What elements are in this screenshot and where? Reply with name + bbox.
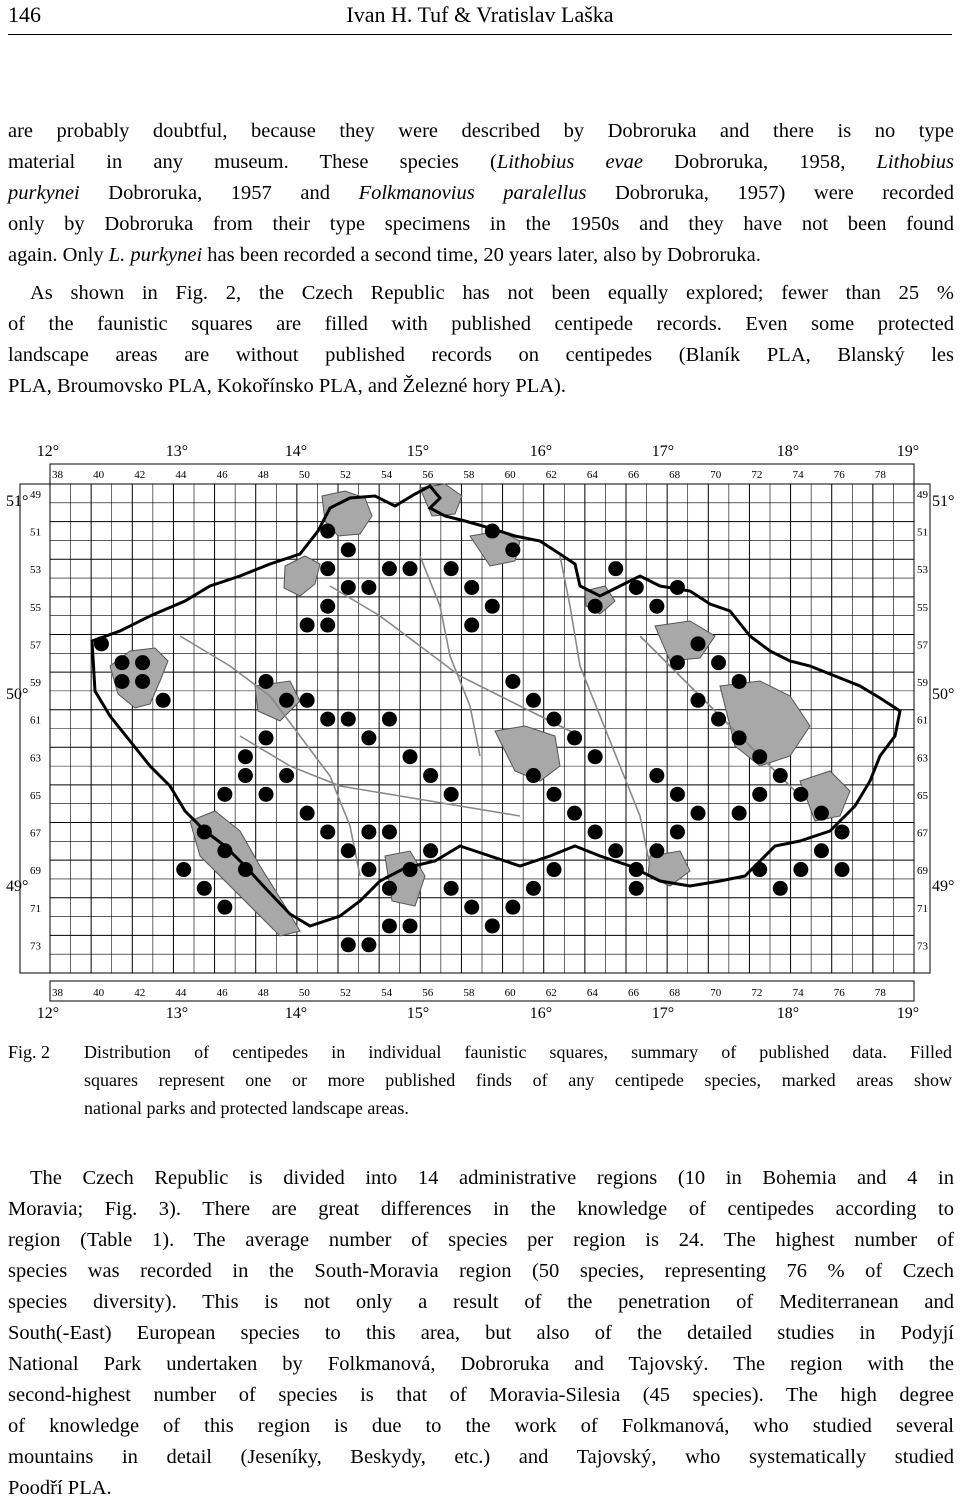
record-dot [403,749,418,764]
caption-line: national parks and protected landscape areas. [84,1098,409,1118]
record-dot [238,749,253,764]
row-label-right: 61 [917,714,928,727]
record-dot [835,824,850,839]
column-label-top: 74 [792,469,804,481]
row-label-left: 55 [30,601,41,614]
record-dot [670,655,685,670]
column-label-top: 62 [545,469,557,481]
record-dot [320,618,335,633]
column-label-top: 76 [833,469,845,481]
record-dot [279,768,294,783]
record-dot [629,881,644,896]
row-label-left: 73 [30,940,41,953]
record-dot [341,712,356,727]
latitude-label-left: 49° [6,878,29,895]
record-dot [649,599,664,614]
record-dot [485,918,500,933]
row-label-right: 73 [917,940,928,953]
record-dot [300,806,315,821]
record-dot [341,580,356,595]
paragraph-2-line: PLA, Broumovsko PLA, Kokořínsko PLA, and Železné hory PLA). [8,375,567,397]
paragraph-3-line: South(-East) European species to this area, but also of the detailed studies in Podyjí [8,1322,954,1344]
paragraph-1-line: material in any museum. These species (Lithobius evae Dobroruka, 1958, Lithobius [8,151,954,173]
record-dot [526,768,541,783]
record-dot [197,824,212,839]
record-dot [547,712,562,727]
record-dot [361,824,376,839]
record-dot [382,712,397,727]
record-dot [464,900,479,915]
paragraph-3-line: second-highest number of species is that of Moravia-Silesia (45 species). The high degree [8,1384,954,1406]
record-dot [197,881,212,896]
column-label-bottom: 56 [422,987,434,999]
record-dot [176,862,191,877]
column-label-top: 78 [874,469,886,481]
running-title: Ivan H. Tuf & Vratislav Laška [346,2,614,27]
record-dot [279,693,294,708]
record-dot [135,655,150,670]
record-dot [115,655,130,670]
record-dot [711,655,726,670]
record-dot [732,674,747,689]
record-dot [156,693,171,708]
paragraph-3-line: National Park undertaken by Folkmanová, Dobroruka and Tajovský. The region with the [8,1353,954,1375]
record-dot [588,599,603,614]
record-dot [464,580,479,595]
column-label-bottom: 68 [669,987,681,999]
column-label-top: 54 [381,469,393,481]
paragraph-1-line: only by Dobroruka from their type specimens in the 1950s and they have not been found [8,213,954,235]
column-label-top: 40 [93,469,105,481]
record-dot [691,693,706,708]
record-dot [814,806,829,821]
row-label-right: 53 [917,564,928,577]
longitude-label-bottom: 19° [896,1005,920,1022]
row-label-right: 49 [917,489,928,501]
column-label-top: 42 [134,469,146,481]
paragraph-3-line: Moravia; Fig. 3). There are great differences in the knowledge of centipedes according to [8,1198,954,1220]
record-dot [505,542,520,557]
paragraph-2-line: As shown in Fig. 2, the Czech Republic has not been equally explored; fewer than 25 % [30,282,954,304]
record-dot [217,787,232,802]
column-label-bottom: 62 [545,987,557,999]
latitude-label-right: 49° [932,878,955,895]
column-label-bottom: 76 [833,987,845,999]
record-dot [320,561,335,576]
latitude-label-left: 50° [6,686,29,703]
column-label-top: 44 [175,469,187,481]
record-dot [485,599,500,614]
record-dot [547,862,562,877]
species-name: Lithobius evae [496,151,643,173]
column-label-bottom: 64 [586,987,598,999]
record-dot [320,824,335,839]
latitude-label-right: 50° [932,686,955,703]
longitude-label-bottom: 14° [284,1005,308,1022]
row-label-left: 51 [30,526,41,539]
paragraph-2 [8,278,954,402]
record-dot [217,843,232,858]
caption-line: squares represent one or more published finds of any centipede species, marked areas show [84,1070,952,1090]
record-dot [752,787,767,802]
column-label-bottom: 52 [340,987,351,999]
paragraph-3-line: species diversity). This is not only a result of the penetration of Mediterranean and [8,1291,954,1313]
record-dot [94,636,109,651]
left-label-frame [20,484,50,973]
record-dot [341,937,356,952]
record-dot [135,674,150,689]
record-dot [505,674,520,689]
longitude-label-bottom: 12° [36,1005,60,1022]
record-dot [361,937,376,952]
paragraph-1-line: again. Only L. purkynei has been recorded a second time, 20 years later, also by Dobroruka. [8,244,761,266]
record-dot [423,843,438,858]
column-label-top: 48 [257,469,269,481]
record-dot [444,787,459,802]
record-dot [341,843,356,858]
caption-line: Distribution of centipedes in individual faunistic squares, summary of published data. Filled [84,1042,952,1062]
record-dot [567,806,582,821]
record-dot [588,749,603,764]
column-label-top: 38 [52,469,63,481]
record-dot [670,580,685,595]
column-label-bottom: 48 [257,987,269,999]
record-dot [711,712,726,727]
paragraph-3-line: Poodří PLA. [8,1477,112,1499]
column-label-top: 58 [463,469,475,481]
record-dot [670,824,685,839]
column-label-bottom: 50 [298,987,310,999]
record-dot [403,918,418,933]
row-label-right: 55 [917,601,928,614]
record-dot [505,900,520,915]
record-dot [526,693,541,708]
record-dot [403,561,418,576]
record-dot [814,843,829,858]
paragraph-3-line: species was recorded in the South-Moravia region (50 species, representing 76 % of Czech [8,1260,954,1282]
longitude-label-top: 15° [406,443,430,460]
paragraph-1-line: purkynei Dobroruka, 1957 and Folkmanovius paralellus Dobroruka, 1957) were recorded [8,182,954,204]
column-label-bottom: 54 [381,987,393,999]
record-dot [608,843,623,858]
record-dot [300,618,315,633]
longitude-label-bottom: 15° [406,1005,430,1022]
record-dot [320,524,335,539]
record-dot [773,768,788,783]
paragraph-2-line: of the faunistic squares are filled with published centipede records. Even some protected [8,313,954,335]
record-dot [588,824,603,839]
column-label-top: 64 [586,469,598,481]
record-dot [382,881,397,896]
paragraph-1-line: are probably doubtful, because they were described by Dobroruka and there is no type [8,120,954,142]
row-label-left: 53 [30,564,41,577]
record-dot [259,787,274,802]
record-dot [464,618,479,633]
record-dot [629,580,644,595]
record-dot [752,862,767,877]
column-label-bottom: 58 [463,987,475,999]
paragraph-2-line: landscape areas are without published records on centipedes (Blaník PLA, Blanský les [8,344,954,366]
record-dot [320,712,335,727]
column-label-top: 66 [628,469,639,481]
record-dot [444,881,459,896]
longitude-label-top: 16° [529,443,553,460]
page-header [8,0,952,35]
record-dot [608,561,623,576]
longitude-label-top: 14° [284,443,308,460]
row-label-left: 59 [30,677,41,690]
longitude-label-top: 19° [896,443,920,460]
record-dot [691,636,706,651]
longitude-label-top: 17° [651,443,675,460]
column-label-bottom: 60 [504,987,516,999]
record-dot [629,862,644,877]
row-label-right: 71 [917,902,928,915]
record-dot [423,768,438,783]
column-label-bottom: 38 [52,987,63,999]
record-dot [691,806,706,821]
longitude-label-top: 18° [776,443,800,460]
longitude-label-top: 12° [36,443,60,460]
row-label-left: 49 [30,489,41,501]
column-label-top: 46 [216,469,228,481]
record-dot [217,900,232,915]
column-label-top: 68 [669,469,681,481]
record-dot [444,561,459,576]
record-dot [793,787,808,802]
protected-area-shape [284,556,320,596]
column-label-bottom: 66 [628,987,639,999]
record-dot [773,881,788,896]
row-label-left: 69 [30,865,41,878]
record-dot [485,524,500,539]
figure-label: Fig. 2 [8,1042,51,1062]
longitude-label-bottom: 13° [165,1005,189,1022]
paragraph-1 [8,116,954,271]
caption-text [84,1038,952,1122]
record-dot [526,881,541,896]
row-label-left: 67 [30,827,41,840]
column-label-top: 56 [422,469,434,481]
record-dot [403,862,418,877]
record-dot [300,693,315,708]
column-label-bottom: 74 [792,987,804,999]
column-label-bottom: 46 [216,987,228,999]
record-dot [361,730,376,745]
column-label-bottom: 44 [175,987,187,999]
column-label-bottom: 42 [134,987,146,999]
record-dot [382,918,397,933]
column-label-bottom: 40 [93,987,105,999]
species-name: Folkmanovius paralellus [358,182,587,204]
faunistic-grid-map [0,436,960,1032]
record-dot [341,542,356,557]
record-dot [732,730,747,745]
row-label-left: 57 [30,639,41,652]
species-name: Lithobius [876,151,954,173]
record-dot [567,730,582,745]
row-label-right: 63 [917,752,928,765]
protected-area-shape [655,621,715,661]
column-label-bottom: 70 [710,987,722,999]
paragraph-3-line: of knowledge of this region is due to the work of Folkmanová, who studied several [8,1415,954,1437]
column-label-bottom: 78 [874,987,886,999]
record-dot [649,843,664,858]
record-dot [361,580,376,595]
species-name: L. purkynei [108,244,203,266]
record-dot [115,674,130,689]
record-dot [259,674,274,689]
latitude-label-right: 51° [932,493,955,510]
record-dot [835,862,850,877]
paragraph-3 [8,1163,954,1504]
latitude-label-left: 51° [6,493,29,510]
paragraph-3-line: mountains in detail (Jeseníky, Beskydy, etc.) and Tajovský, who systematically studied [8,1446,954,1468]
column-label-top: 52 [340,469,351,481]
record-dot [793,862,808,877]
paragraph-3-line: region (Table 1). The average number of species per region is 24. The highest number of [8,1229,954,1251]
longitude-label-bottom: 18° [776,1005,800,1022]
record-dot [238,862,253,877]
record-dot [238,768,253,783]
row-label-right: 57 [917,639,928,652]
record-dot [382,824,397,839]
record-dot [649,768,664,783]
row-label-left: 61 [30,714,41,727]
record-dot [382,561,397,576]
column-label-top: 50 [298,469,310,481]
longitude-label-bottom: 16° [529,1005,553,1022]
column-label-top: 60 [504,469,516,481]
record-dot [752,749,767,764]
row-label-left: 63 [30,752,41,765]
row-label-right: 65 [917,789,928,802]
longitude-label-top: 13° [165,443,189,460]
record-dot [670,787,685,802]
row-label-right: 69 [917,865,928,878]
record-dot [259,730,274,745]
right-label-frame [914,484,930,973]
paragraph-3-line: The Czech Republic is divided into 14 administrative regions (10 in Bohemia and 4 in [30,1167,954,1189]
record-dot [361,862,376,877]
row-label-right: 51 [917,526,928,539]
row-label-right: 59 [917,677,928,690]
page-number: 146 [8,2,41,27]
record-dot [547,787,562,802]
species-name: purkynei [8,182,80,204]
record-dot [732,806,747,821]
region-boundary [330,586,580,736]
record-dot [320,599,335,614]
column-label-bottom: 72 [751,987,763,999]
column-label-top: 72 [751,469,763,481]
row-label-right: 67 [917,827,928,840]
column-label-top: 70 [710,469,722,481]
row-label-left: 71 [30,902,41,915]
longitude-label-bottom: 17° [651,1005,675,1022]
row-label-left: 65 [30,789,41,802]
